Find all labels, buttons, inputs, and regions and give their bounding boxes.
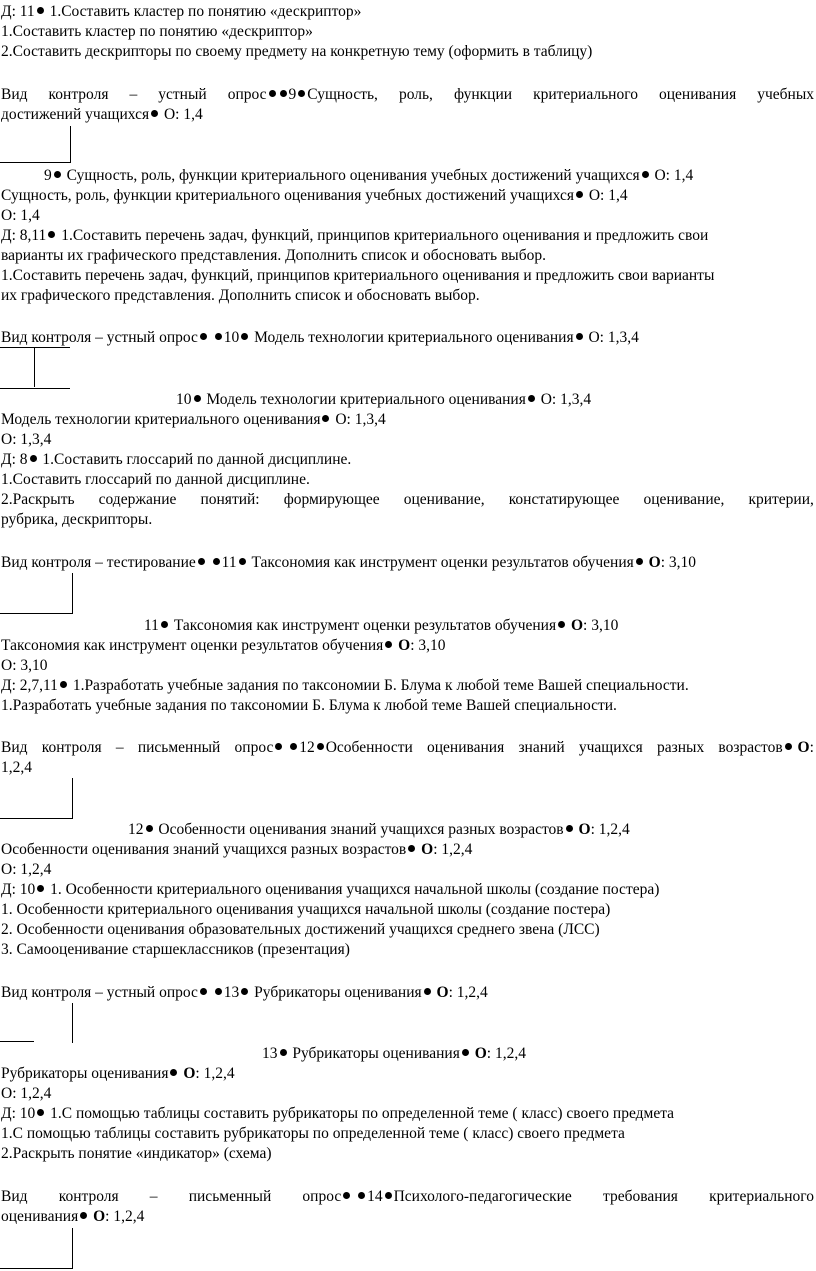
empty-table-cell: [0, 347, 70, 389]
literature-line: О: 1,2,4: [1, 1085, 52, 1102]
bullet-icon: [290, 743, 297, 750]
bullet-icon: [80, 1212, 87, 1219]
control-line: Вид контроля – устный опрос 13 Рубрикаторы оценивания О: 1,2,4: [1, 984, 488, 1001]
literature-line: О: 3,10: [1, 657, 48, 674]
bullet-icon: [54, 171, 61, 178]
bullet-icon: [408, 845, 415, 852]
homework-line: Д: 2,7,11 1.Разработать учебные задания по таксономии Б. Блума к любой теме Вашей специальности.: [1, 677, 689, 694]
bullet-icon: [241, 988, 248, 995]
control-paragraph: Вид контроля – письменный опрос 12 Особенности оценивания знаний учащихся разных возрастов О: 1,2,4: [1, 739, 814, 776]
bullet-icon: [785, 743, 792, 750]
bullet-icon: [576, 191, 583, 198]
task-line: 2. Особенности оценивания образовательных достижений учащихся среднего звена (ЛСС): [1, 921, 600, 938]
bullet-icon: [298, 90, 305, 97]
task-line: 1. Особенности критериального оценивания учащихся начальной школы (создание постера): [1, 901, 611, 918]
bullet-icon: [200, 988, 207, 995]
bullet-icon: [215, 333, 222, 340]
bullet-icon: [642, 171, 649, 178]
task-line: 2.Раскрыть понятие «индикатор» (схема): [1, 1145, 272, 1162]
topic-line: Сущность, роль, функции критериального оценивания учебных достижений учащихся О: 1,4: [1, 187, 628, 204]
task-paragraph: 2.Раскрыть содержание понятий: формирующее оценивание, констатирующее оценивание, критерии, рубрика, дескрипторы.: [1, 491, 814, 528]
bullet-icon: [30, 455, 37, 462]
empty-table-cell: [0, 778, 73, 819]
bullet-icon: [343, 1192, 350, 1199]
control-line: Вид контроля – устный опрос 10 Модель технологии критериального оценивания О: 1,3,4: [1, 329, 639, 346]
bullet-icon: [48, 231, 55, 238]
task-line: 2.Составить дескрипторы по своему предмету на конкретную тему (оформить в таблицу): [1, 43, 593, 60]
homework-line: Д: 8,11 1.Составить перечень задач, функций, принципов критериального оценивания и предложить свои: [1, 227, 709, 244]
literature-line: О: 1,2,4: [1, 861, 52, 878]
empty-table-cell: [0, 126, 71, 163]
bullet-icon: [213, 558, 220, 565]
bullet-icon: [194, 395, 201, 402]
bullet-icon: [170, 1069, 177, 1076]
centered-topic: 13 Рубрикаторы оценивания О: 1,2,4: [262, 1045, 526, 1062]
bullet-icon: [241, 333, 248, 340]
bullet-icon: [566, 825, 573, 832]
task-line: 1.Составить перечень задач, функций, принципов критериального оценивания и предложить свои варианты: [1, 267, 715, 284]
bullet-icon: [60, 681, 67, 688]
bullet-icon: [146, 825, 153, 832]
bullet-icon: [317, 743, 324, 750]
centered-topic: 11 Таксономия как инструмент оценки результатов обучения О: 3,10: [144, 617, 619, 634]
bullet-icon: [280, 90, 287, 97]
homework-line: Д: 10 1. Особенности критериального оценивания учащихся начальной школы (создание постера): [1, 881, 660, 898]
bullet-icon: [576, 333, 583, 340]
centered-topic: 12 Особенности оценивания знаний учащихся разных возрастов О: 1,2,4: [128, 821, 630, 838]
task-line: 1.Разработать учебные задания по таксономии Б. Блума к любой теме Вашей специальности.: [1, 697, 617, 714]
bullet-icon: [275, 743, 282, 750]
table-divider: [34, 347, 35, 387]
bullet-icon: [215, 988, 222, 995]
empty-table-cell: [0, 1228, 73, 1269]
table-divider: [72, 1003, 73, 1043]
bullet-icon: [198, 558, 205, 565]
control-paragraph: Вид контроля – письменный опрос 14 Психолого-педагогические требования критериального оценивания О: 1,2,4: [1, 1188, 814, 1225]
homework-line: Д: 8 1.Составить глоссарий по данной дисциплине.: [1, 451, 352, 468]
homework-line: варианты их графического представления. Дополнить список и обосновать выбор.: [1, 247, 546, 264]
homework-line: Д: 11 1.Составить кластер по понятию «дескриптор»: [1, 3, 362, 20]
bullet-icon: [161, 621, 168, 628]
literature-line: О: 1,4: [1, 207, 40, 224]
homework-line: Д: 10 1.С помощью таблицы составить рубрикаторы по определенной теме ( класс) своего предмета: [1, 1105, 675, 1122]
bullet-icon: [358, 1192, 365, 1199]
bullet-icon: [37, 885, 44, 892]
bullet-icon: [636, 558, 643, 565]
task-line: 3. Самооценивание старшеклассников (презентация): [1, 941, 350, 958]
bullet-icon: [200, 333, 207, 340]
table-divider: [0, 1041, 34, 1042]
bullet-icon: [385, 1192, 392, 1199]
bullet-icon: [528, 395, 535, 402]
bullet-icon: [37, 1109, 44, 1116]
bullet-icon: [558, 621, 565, 628]
task-line: их графического представления. Дополнить список и обосновать выбор.: [1, 287, 480, 304]
bullet-icon: [385, 641, 392, 648]
bullet-icon: [151, 110, 158, 117]
topic-line: Модель технологии критериального оценивания О: 1,3,4: [1, 411, 386, 428]
topic-line: Рубрикаторы оценивания О: 1,2,4: [1, 1065, 235, 1082]
bullet-icon: [280, 1049, 287, 1056]
centered-topic: 9 Сущность, роль, функции критериального оценивания учебных достижений учащихся О: 1,4: [44, 167, 694, 184]
bullet-icon: [462, 1049, 469, 1056]
task-line: 1.С помощью таблицы составить рубрикаторы по определенной теме ( класс) своего предмета: [1, 1125, 625, 1142]
task-line: 1.Составить глоссарий по данной дисциплине.: [1, 471, 310, 488]
control-paragraph: Вид контроля – устный опрос 9 Сущность, роль, функции критериального оценивания учебных достижений учащихся О: 1,4: [1, 86, 814, 123]
bullet-icon: [239, 558, 246, 565]
control-line: Вид контроля – тестирование 11 Таксономия как инструмент оценки результатов обучения О: 3,10: [1, 554, 696, 571]
bullet-icon: [424, 988, 431, 995]
empty-table-cell: [0, 573, 73, 614]
bullet-icon: [37, 7, 44, 14]
topic-line: Особенности оценивания знаний учащихся разных возрастов О: 1,2,4: [1, 841, 473, 858]
centered-topic: 10 Модель технологии критериального оценивания О: 1,3,4: [176, 391, 592, 408]
bullet-icon: [269, 90, 276, 97]
topic-line: Таксономия как инструмент оценки результатов обучения О: 3,10: [1, 637, 446, 654]
task-line: 1.Составить кластер по понятию «дескриптор»: [1, 23, 313, 40]
literature-line: О: 1,3,4: [1, 431, 52, 448]
bullet-icon: [322, 415, 329, 422]
